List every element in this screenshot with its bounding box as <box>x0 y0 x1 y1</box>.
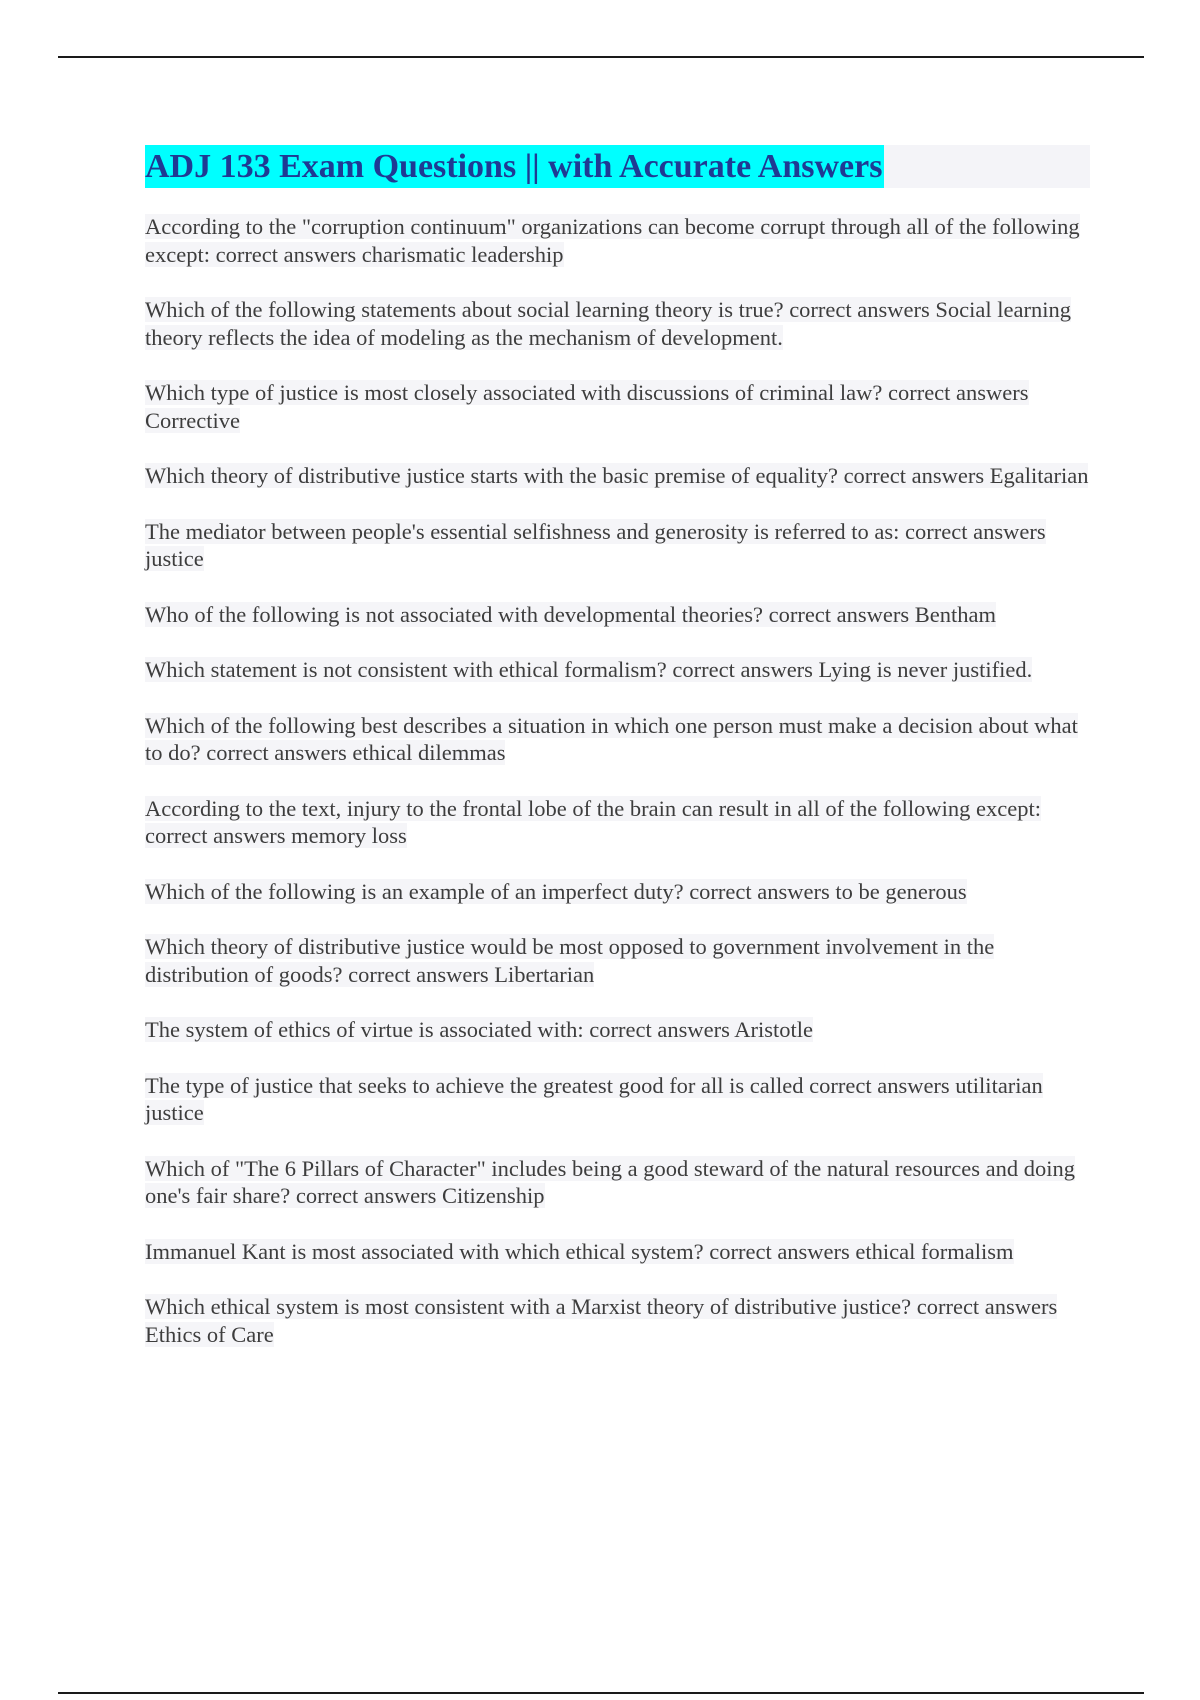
qa-item: Which of the following statements about social learning theory is true? correct answers Social learning theory reflects the idea of modeling as the mechanism of development. <box>145 297 1071 350</box>
document-body <box>145 145 1090 1376</box>
qa-item: The mediator between people's essential selfishness and generosity is referred to as: correct answers justice <box>145 518 1046 571</box>
qa-item: According to the "corruption continuum" organizations can become corrupt through all of the following except: correct answers charismatic leadership <box>145 214 1080 267</box>
qa-item: Which of the following best describes a situation in which one person must make a decision about what to do? correct answers ethical dilemmas <box>145 712 1078 765</box>
bottom-rule <box>58 1692 1144 1694</box>
qa-item: Which type of justice is most closely associated with discussions of criminal law? correct answers Corrective <box>145 380 1029 433</box>
qa-item: Which of the following is an example of an imperfect duty? correct answers to be generous <box>145 878 967 904</box>
qa-item: Immanuel Kant is most associated with which ethical system? correct answers ethical formalism <box>145 1238 1014 1264</box>
qa-item: Which theory of distributive justice would be most opposed to government involvement in the distribution of goods? correct answers Libertarian <box>145 934 995 987</box>
qa-item: According to the text, injury to the frontal lobe of the brain can result in all of the following except: correct answers memory loss <box>145 795 1041 848</box>
top-rule <box>58 56 1144 58</box>
qa-item: Which statement is not consistent with ethical formalism? correct answers Lying is never justified. <box>145 657 1033 682</box>
title-row <box>145 145 1090 188</box>
qa-item: Which of "The 6 Pillars of Character" includes being a good steward of the natural resources and doing one's fair share? correct answers Citizenship <box>145 1155 1075 1208</box>
qa-item: The type of justice that seeks to achieve the greatest good for all is called correct answers utilitarian justice <box>145 1072 1043 1125</box>
qa-item: Which theory of distributive justice starts with the basic premise of equality? correct answers Egalitarian <box>145 463 1089 488</box>
qa-item: The system of ethics of virtue is associated with: correct answers Aristotle <box>145 1017 813 1042</box>
document-title: ADJ 133 Exam Questions || with Accurate Answers <box>145 145 884 188</box>
qa-item: Which ethical system is most consistent with a Marxist theory of distributive justice? correct answers Ethics of Care <box>145 1294 1058 1347</box>
qa-item: Who of the following is not associated with developmental theories? correct answers Bentham <box>145 601 997 627</box>
